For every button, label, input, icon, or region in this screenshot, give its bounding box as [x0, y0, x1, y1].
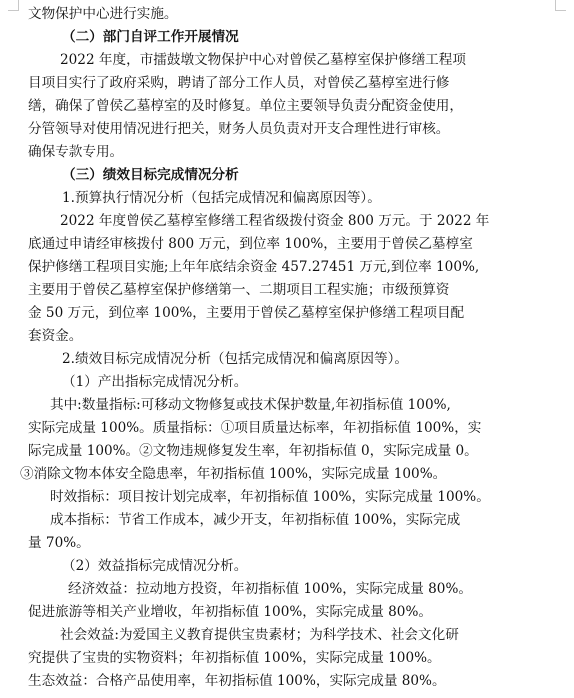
- paragraph-line: 促进旅游等相关产业增收，年初指标值 100%，实际完成量 80%。: [28, 604, 432, 620]
- paragraph-line: 量 70%。: [28, 535, 90, 551]
- paragraph-line: 时效指标：项目按计划完成率，年初指标值 100%，实际完成量 100%。: [50, 489, 490, 505]
- paragraph-line: 其中:数量指标:可移动文物修复或技术保护数量,年初指标值 100%,: [50, 397, 451, 413]
- paragraph-line: 保护修缮工程项目实施;上年年底结余资金 457.27451 万元,到位率 100%,: [28, 259, 480, 275]
- paragraph-line: 究提供了宝贵的实物资料；年初指标值 100%，实际完成量 100%。: [28, 650, 441, 666]
- paragraph-line: 成本指标：节省工作成本，减少开支，年初指标值 100%，实际完成: [50, 512, 461, 528]
- paragraph-line: 确保专款专用。: [28, 144, 124, 160]
- subsection-heading: 2.绩效目标完成情况分析（包括完成情况和偏离原因等）。: [62, 351, 409, 367]
- paragraph-line: ③消除文物本体安全隐患率，年初指标值 100%，实际完成量 100%。: [20, 466, 447, 482]
- paragraph-line: 2022 年度，市擂鼓墩文物保护中心对曾侯乙墓椁室保护修缮工程项: [60, 52, 466, 68]
- paragraph-line: 主要用于曾侯乙墓椁室保护修缮第一、二期项目工程实施；市级预算资: [28, 282, 450, 298]
- paragraph-line: 套资金。: [28, 328, 83, 344]
- page-corner-mark-left: [8, 0, 19, 11]
- section-heading: （二）部门自评工作开展情况: [62, 29, 239, 45]
- subsection-heading: 1.预算执行情况分析（包括完成情况和偏离原因等）。: [62, 190, 381, 206]
- paragraph-line: 实际完成量 100%。质量指标：①项目质量达标率，年初指标值 100%，实: [28, 420, 482, 436]
- paragraph-line: 分管领导对使用情况进行把关，财务人员负责对开支合理性进行审核。: [28, 121, 450, 137]
- section-heading: （三）绩效目标完成情况分析: [62, 167, 239, 183]
- paragraph-line: 文物保护中心进行实施。: [28, 6, 178, 22]
- subsection-heading: （2）效益指标完成情况分析。: [62, 558, 248, 574]
- subsection-heading: （1）产出指标完成情况分析。: [62, 374, 248, 390]
- paragraph-line: 经济效益：拉动地方投资，年初指标值 100%，实际完成量 80%。: [68, 581, 472, 597]
- paragraph-line: 底通过申请经审核拨付 800 万元，到位率 100%，主要用于曾侯乙墓椁室: [28, 236, 473, 252]
- paragraph-line: 生态效益：合格产品使用率，年初指标值 100%，实际完成量 80%。: [28, 673, 446, 689]
- paragraph-line: 金 50 万元，到位率 100%，主要用于曾侯乙墓椁室保护修缮工程项目配: [28, 305, 465, 321]
- paragraph-line: 缮，确保了曾侯乙墓椁室的及时修复。单位主要领导负责分配资金使用，: [28, 98, 463, 114]
- paragraph-line: 目项目实行了政府采购，聘请了部分工作人员，对曾侯乙墓椁室进行修: [28, 75, 450, 91]
- paragraph-line: 社会效益:为爱国主义教育提供宝贵素材；为科学技术、社会文化研: [60, 627, 459, 643]
- paragraph-line: 2022 年度曾侯乙墓椁室修缮工程省级拨付资金 800 万元。于 2022 年: [60, 213, 490, 229]
- paragraph-line: 际完成量 100%。②文物违规修复发生率，年初指标值 0，实际完成量 0。: [28, 443, 478, 459]
